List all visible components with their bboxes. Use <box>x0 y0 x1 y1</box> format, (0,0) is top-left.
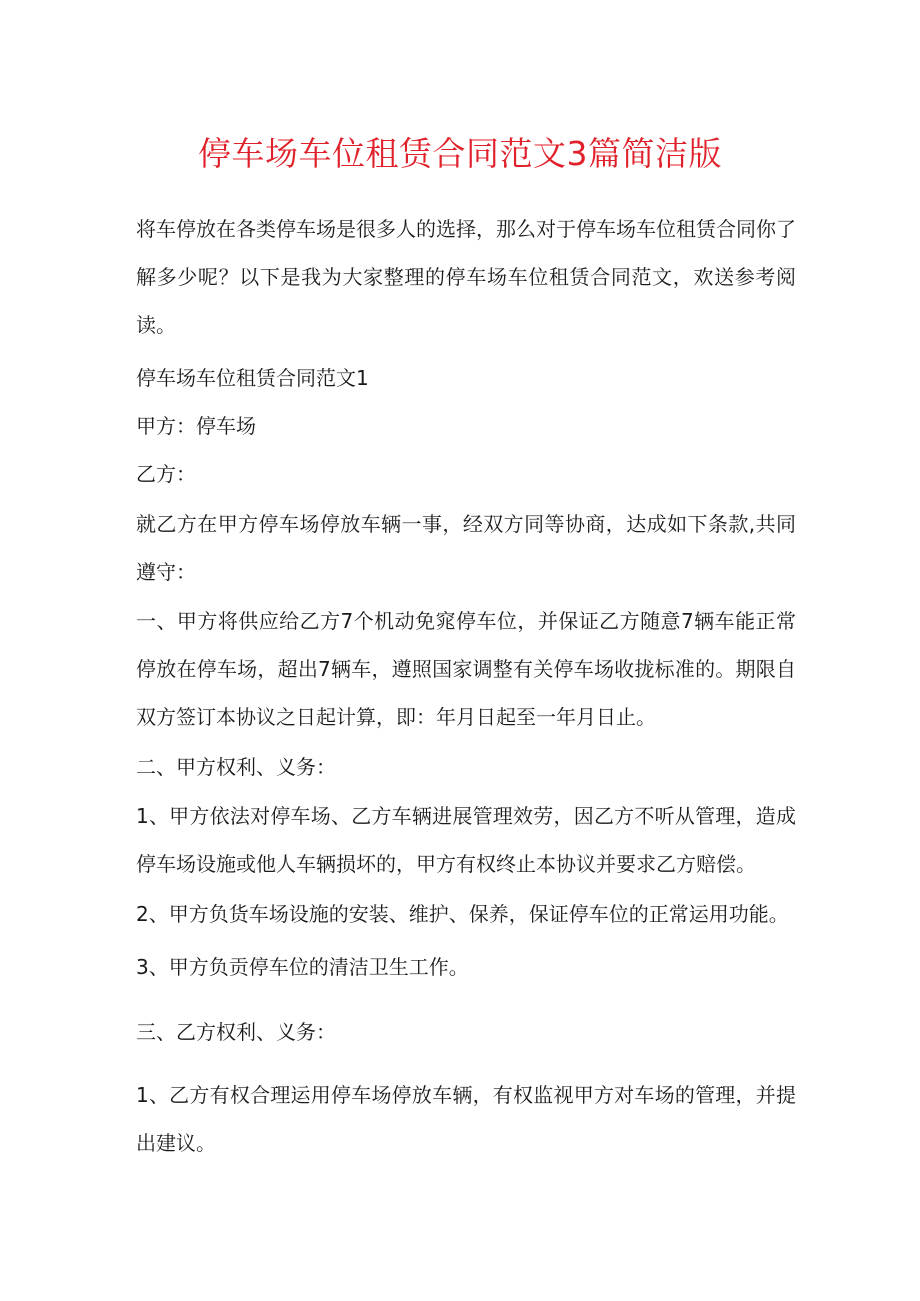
clause-one-paragraph: 一、甲方将供应给乙方7个机动免窕停车位，并保证乙方随意7辆车能正常停放在停车场，超出7辆车，遵照国家调整有关停车场收拢标准的。期限自双方签订本协议之日起计算，即：年月日起至一年月日止。 <box>136 609 796 729</box>
party-b-line: 乙方： <box>136 462 196 486</box>
party-a-line: 甲方：停车场 <box>136 414 256 438</box>
intro-paragraph: 将车停放在各类停车场是很多人的选择，那么对于停车场车位租赁合同你了解多少呢？以下是我为大家整理的停车场车位租赁合同范文，欢送参考阅读。 <box>136 217 796 337</box>
contract-heading: 停车场车位租赁合同范文1 <box>136 366 369 390</box>
section-two-item-2: 2、甲方负货车场设施的安装、维护、保养，保证停车位的正常运用功能。 <box>136 902 789 926</box>
section-three-heading: 三、乙方权利、义务： <box>136 1020 336 1044</box>
section-three-item-1: 1、乙方有权合理运用停车场停放车辆，有权监视甲方对车场的管理，并提出建议。 <box>136 1083 796 1155</box>
preamble-paragraph: 就乙方在甲方停车场停放车辆一事，经双方同等协商，达成如下条款,共同遵守： <box>136 512 796 584</box>
section-two-heading: 二、甲方权利、义务： <box>136 755 336 779</box>
document-title: 停车场车位租赁合同范文3篇简洁版 <box>198 134 722 173</box>
section-two-item-1: 1、甲方依法对停车场、乙方车辆进展管理效劳，因乙方不听从管理，造成停车场设施或他人车辆损坏的，甲方有权终止本协议并要求乙方赔偿。 <box>136 804 796 876</box>
section-two-item-3: 3、甲方负贡停车位的清洁卫生工作。 <box>136 955 469 979</box>
